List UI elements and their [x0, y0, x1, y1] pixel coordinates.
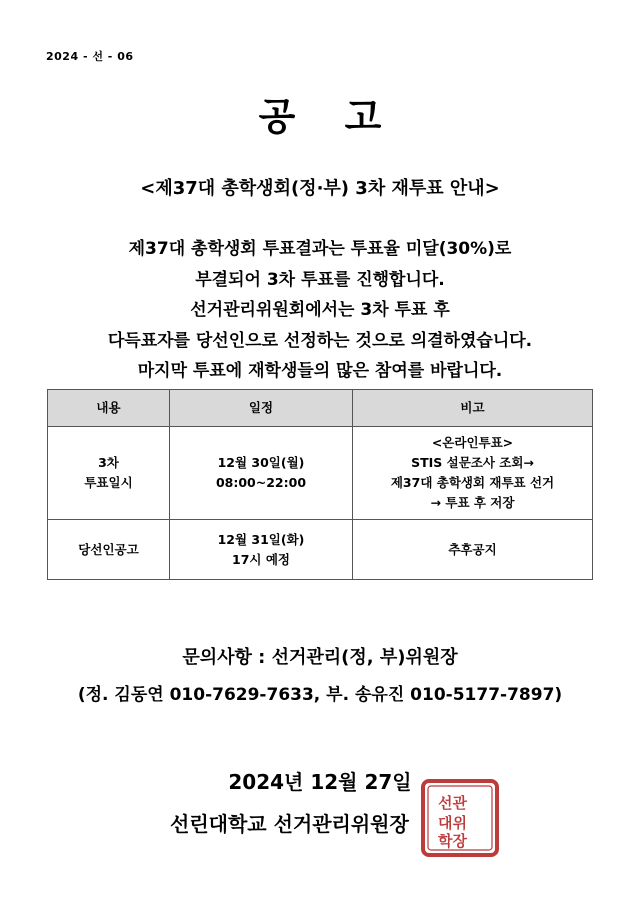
cell-line: <온라인투표> — [431, 435, 514, 450]
page-title: 공 고 — [258, 95, 400, 139]
cell-line: 3차 — [98, 455, 119, 470]
cell-note — [353, 427, 593, 520]
cell-line: → 투표 후 저장 — [430, 495, 515, 510]
official-seal-icon — [420, 778, 500, 858]
table-row — [48, 427, 593, 520]
cell-line: 17시 예정 — [232, 551, 290, 567]
issue-date: 2024년 12월 27일 — [228, 770, 412, 794]
body-line: 제37대 총학생회 투표결과는 투표율 미달(30%)로 — [128, 239, 512, 259]
cell-line: 12월 31일(화) — [217, 531, 305, 547]
svg-text:선관: 선관 — [438, 794, 467, 812]
cell-schedule — [170, 427, 353, 520]
cell-line: 12월 30일(월) — [217, 455, 305, 470]
table-header-row — [48, 390, 593, 427]
body-line: 다득표자를 당선인으로 선정하는 것으로 의결하였습니다. — [107, 330, 533, 351]
header-schedule: 일정 — [170, 390, 353, 427]
cell-line: 당선인공고 — [78, 541, 139, 557]
cell-schedule — [170, 520, 353, 580]
cell-line: 제37대 총학생회 재투표 선거 — [390, 475, 555, 490]
cell-note — [353, 520, 593, 580]
header-note: 비고 — [353, 390, 593, 427]
cell-line: STIS 설문조사 조회→ — [411, 455, 534, 470]
svg-text:학장: 학장 — [438, 832, 467, 850]
contact-detail: (정. 김동연 010-7629-7633, 부. 송유진 010-5177-7897) — [77, 685, 563, 705]
page-subtitle: <제37대 총학생회(정·부) 3차 재투표 안내> — [140, 178, 500, 199]
header-content: 내용 — [48, 390, 170, 427]
schedule-table — [47, 389, 593, 580]
cell-content — [48, 427, 170, 520]
body-line: 부결되어 3차 투표를 진행합니다. — [195, 269, 445, 290]
table-row — [48, 520, 593, 580]
cell-line: 투표일시 — [84, 475, 133, 490]
body-line: 선거관리위원회에서는 3차 투표 후 — [190, 300, 450, 320]
cell-line: 추후공지 — [448, 541, 497, 557]
document-number: 2024 - 선 - 06 — [46, 50, 134, 63]
announcement-body — [0, 234, 640, 387]
cell-content — [48, 520, 170, 580]
cell-line: 08:00~22:00 — [215, 475, 307, 490]
body-line: 마지막 투표에 재학생들의 많은 참여를 바랍니다. — [137, 361, 503, 381]
contact-label: 문의사항 : 선거관리(정, 부)위원장 — [182, 647, 458, 668]
signer-name: 선린대학교 선거관리위원장 — [170, 812, 409, 836]
svg-text:대위: 대위 — [438, 814, 467, 832]
